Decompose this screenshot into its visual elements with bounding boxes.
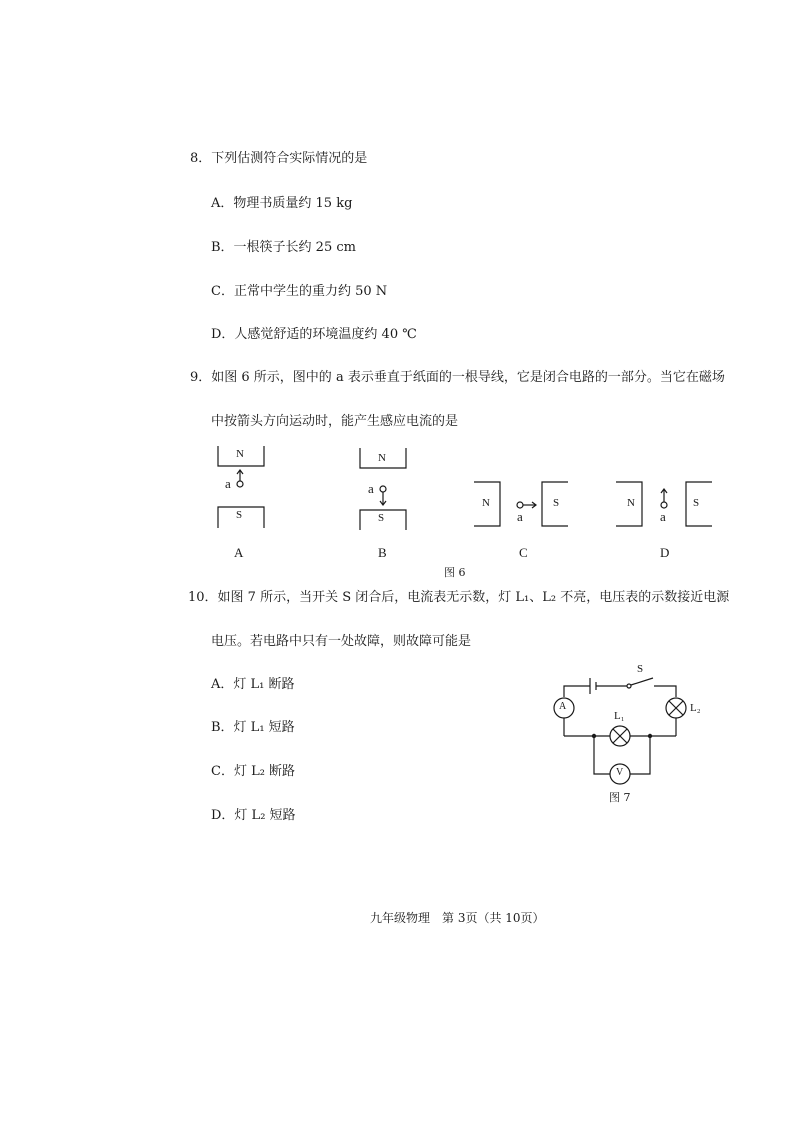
fig7-lamp-l1-label: L₁: [614, 710, 625, 722]
fig6-a-label-n: N: [236, 448, 244, 460]
fig7-caption: 图 7: [609, 791, 631, 804]
fig6-d-label-n: N: [627, 497, 635, 509]
switch-pivot: [627, 684, 631, 688]
q9-stem-line2: 中按箭头方向运动时，能产生感应电流的是: [211, 414, 459, 429]
q8-option-d: D．人感觉舒适的环境温度约 40 ℃: [211, 327, 417, 342]
fig6-c-label-s: S: [553, 497, 560, 509]
fig6-a-label-s: S: [236, 509, 243, 521]
q10-stem-line1: 10．如图 7 所示，当开关 S 闭合后，电流表无示数，灯 L₁、L₂ 不亮，电压表的示数接近电源: [188, 590, 730, 605]
switch-blade: [631, 678, 653, 685]
fig6-caption: 图 6: [444, 566, 466, 579]
fig7-ammeter-label: A: [559, 701, 567, 712]
q9-stem-line1: 9．如图 6 所示，图中的 a 表示垂直于纸面的一根导线，它是闭合电路的一部分。当它在磁场: [190, 370, 725, 385]
q8-option-c: C．正常中学生的重力约 50 N: [211, 284, 388, 299]
fig7-lamp-l2-label: L₂: [690, 702, 701, 714]
fig6-d-label-wire: a: [660, 509, 666, 524]
fig6-option-label-b: B: [378, 545, 387, 560]
fig6-b-label-n: N: [378, 452, 386, 464]
fig7-voltmeter-label: V: [616, 767, 624, 778]
fig6-b-label-s: S: [378, 512, 385, 524]
fig6-option-label-c: C: [519, 545, 528, 560]
fig6-c-label-n: N: [482, 497, 490, 509]
q8-stem: 8．下列估测符合实际情况的是: [190, 151, 368, 166]
fig6-c-label-wire: a: [517, 509, 523, 524]
fig6-b-label-wire: a: [368, 481, 374, 496]
q8-option-a: A．物理书质量约 15 kg: [211, 196, 353, 211]
q8-option-b: B．一根筷子长约 25 cm: [211, 240, 356, 255]
fig7-switch-label: S: [637, 663, 644, 675]
fig6-option-label-d: D: [660, 545, 670, 560]
q10-option-b: B．灯 L₁ 短路: [211, 720, 295, 735]
q10-option-d: D．灯 L₂ 短路: [211, 808, 296, 823]
q10-option-a: A．灯 L₁ 断路: [211, 677, 295, 692]
page-footer: 九年级物理 第 3页（共 10页）: [370, 911, 545, 925]
fig6-d-label-s: S: [693, 497, 700, 509]
fig6-option-label-a: A: [234, 545, 244, 560]
q10-option-c: C．灯 L₂ 断路: [211, 764, 296, 779]
fig6-a-label-wire: a: [225, 476, 231, 491]
q10-stem-line2: 电压。若电路中只有一处故障，则故障可能是: [211, 634, 472, 649]
